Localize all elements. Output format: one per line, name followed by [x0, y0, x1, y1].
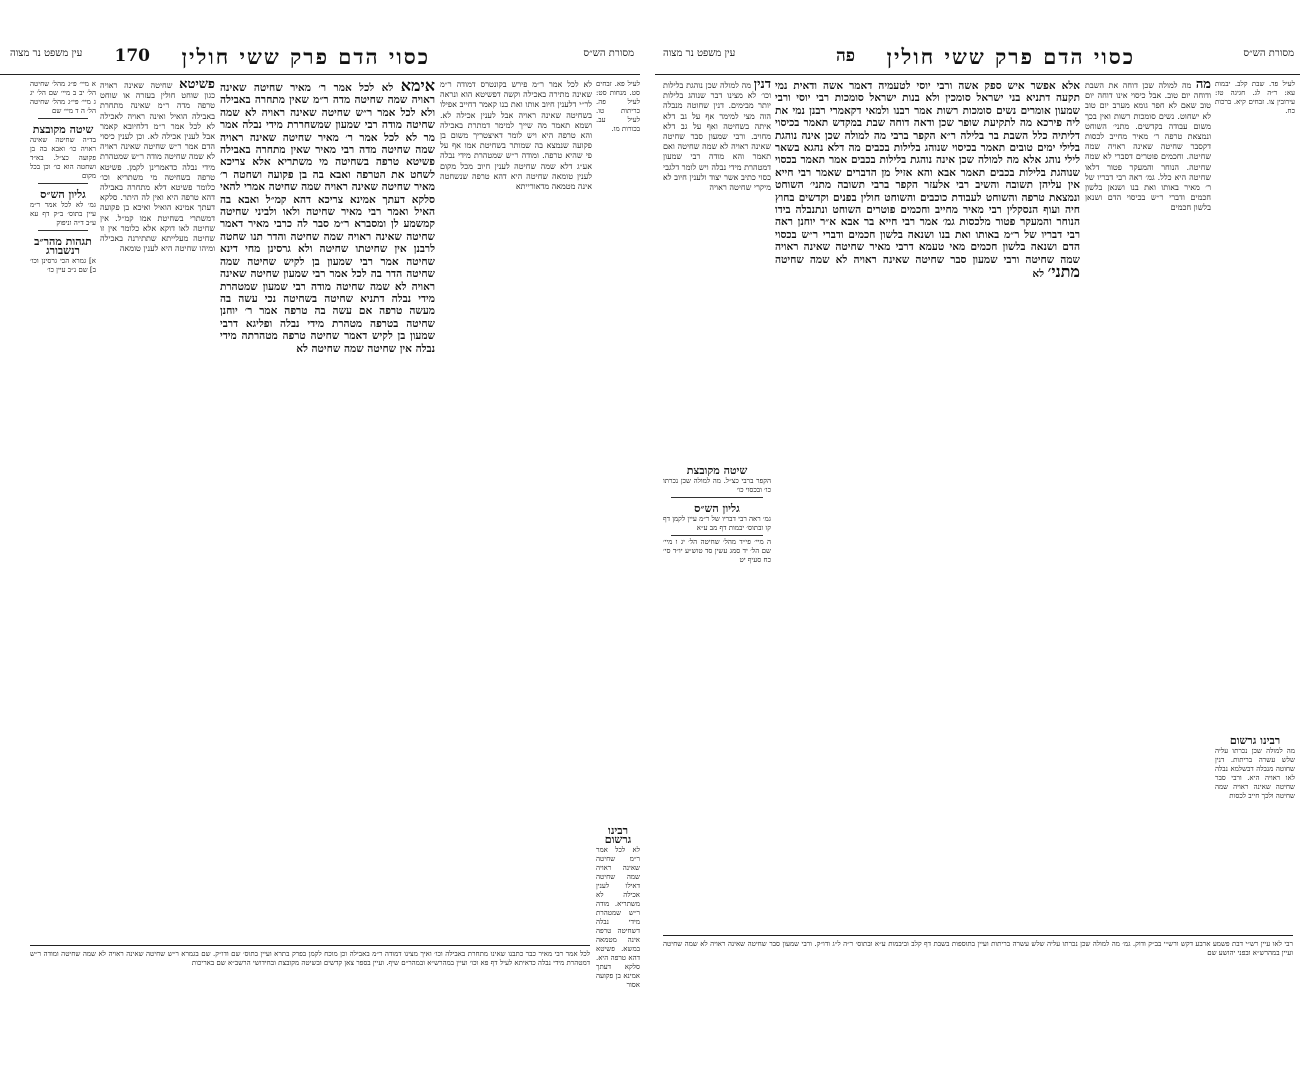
- left-divider: [38, 118, 88, 119]
- right-footnote: [663, 940, 1293, 1040]
- left-divider-3: [38, 230, 88, 231]
- right-gemara-end: לא: [1032, 268, 1044, 281]
- right-page-header: [655, 40, 1300, 74]
- right-rashi-column: [1085, 80, 1211, 760]
- right-rabbenu-gershom-title: רבינו גרשום: [1229, 734, 1281, 747]
- right-folio-number: פה: [835, 46, 855, 66]
- left-hagahot-text: א] גמרא הכי גרסינן וכו׳ ב] שם נ״ב עיין כו׳: [30, 257, 96, 274]
- left-side-notes: [30, 80, 96, 1000]
- right-gemara-column: [775, 80, 1080, 860]
- left-footnote: [30, 950, 590, 1046]
- right-divider-2: [671, 535, 763, 536]
- left-rabbenu-gershom-title: רבינו גרשום: [604, 824, 632, 846]
- left-rashi-text: שחיטה שאינה ראויה כגון שוחט חולין בעזרה או שוחט טרפה מדה ר״מ שאינה מתחרת באבילה הואיל ואינה ראויה לאכילה לא לכל אמר ר״מ דלחיובא קאמר אבל לענין אכילה לא. וכן לענין כיסוי הדם אמר ר״ש שחיטה שאינה ראויה לא שמה שחיטה מודה ר״ש שמטהרת מידי נבלה כדאמרינן לקמן. פשיטא טרפה בשחיטה מי משתריא וכו׳ כלומר פשיטא דלא מתחרה באבילה דהא טרפה היא ואין לה היתר. סלקא דעתך אמינא הואיל ואיכא בן פקועה דמשתרי בשחיטת אמו קמ״ל. אין שחיטה לאו דוקא אלא כלומר אין זו שחיטה מעלייתא שתתירנה באכילה ומיהו שחיטה היא לענין טומאה: [100, 81, 215, 254]
- left-rabbenu-gershom-box: [596, 820, 640, 1040]
- right-footnote-rule: [663, 935, 1293, 936]
- right-rabbenu-gershom-box: [1215, 730, 1295, 960]
- right-margin-references-text: לעיל פד. שבת קלב. יבמות עא: ר״ה לג. חגיגה טז: עירובין צו. זבחים קיא. ברכות כח.: [1215, 80, 1295, 115]
- left-gilyon-title: גליון הש״ס: [40, 188, 86, 201]
- right-margin-references: [1215, 80, 1295, 720]
- left-opening-word-ima: אימא: [400, 80, 435, 95]
- left-folio-number: 170: [114, 46, 150, 66]
- right-opening-word-ma: מה: [1195, 80, 1211, 92]
- right-footnote-text: רבי לאו עיין רש״י דבת פשמע ארבע דקש ורש״י בב״ק ודוק. גמ׳ מה למולה שכן נכרתו עליה שלש עשרה בריתות ועיין בתוספות בשבת דף קלב וביבמות ע״א ובתוס׳ ר״ה ל״ג ודו״ק. ורבי שמעון סבר שחיטה שאינה ראויה לא שמה שחיטה ועיין במהרש״א ובפני יהושע שם: [663, 940, 1293, 957]
- left-header-rule: [0, 74, 640, 75]
- left-footnote-rule: [30, 945, 590, 946]
- right-opening-word-matni: מתני׳: [1047, 262, 1080, 282]
- left-opening-word-peshita: פשיטא: [179, 80, 215, 92]
- left-gemara-column: [220, 80, 435, 940]
- right-opening-word-dinan: דנין: [753, 80, 771, 92]
- left-ein-mishpat-text: א מיי׳ פ״ג מהל׳ שחיטה הל׳ יב ב מיי׳ שם הל׳ יג ג מיי׳ פי״ג מהל׳ שחיטה הל׳ ה ד מיי׳ שם: [30, 80, 96, 115]
- left-gemara-text: לא לכל אמר ר׳ מאיר שחיטה שאינה ראויה שמה שחיטה מדה ר״מ שאין מתחרה באבילה ולא לכל אמר ר״ש שחיטה שאינה ראויה לא שמה שחיטה מודה רבי שמעון שמשחררת מידי נבלה אמר מר לא לכל אמר ר׳ מאיר שחיטה שאינה ראויה שמה שחיטה מדה רבי מאיר שאין מתחרה באבילה פשיטא טרפה בשחיטה מי משתריא אלא צריכא לשחט את הטרפה ואבא בה בן פקועה ושחטה ר׳ מאיר שחיטה שאינה ראויה שמה שחיטה אמרי להאי סלקא דעתך אמינא צריכא דהא קמ״ל ואבא בה האיל ואמר רבי מאיר שחיטה ולאו ולביני שחיטה קמשמע לן ומסברא ר״מ סבר לה כרבי מאיר דאמר שחיטה שאינה ראויה שמה שחיטה והדר תנו שחטה לרבנן אין שחיטתו שחיטה ולא גרסינן מחי דינא שחיטה אמר רבי שמעון בן לקיש שחיטה שמה שחיטה הדר בה לכל אמר רבי שמעון שחיטה שאינה ראויה לא שמה שחיטה מודה רבי שמעון שמטהרת מידי נבלה דתניא שחיטה בשחיטה נכי עשה בה מעשה טרפה אם עשה בה טרפה אמר ר׳ יוחנן שחיטה בטרפה מטהרת מידי נבלה ופליגא דרבי שמעון בן לקיש דאמר שחיטה טרפה מטהרתה מידי נבלה אין שחיטה שמה שחיטה: [220, 82, 435, 355]
- left-hagahot-title: תגהות מהר״ב רנשבורג: [34, 235, 92, 257]
- right-shita-title: שיטה מקובצת: [686, 464, 748, 477]
- left-tosafot-column: [440, 80, 592, 840]
- left-talmud-page: [0, 40, 640, 1050]
- left-ein-mishpat-label: עין משפט נר מצוה: [10, 48, 83, 59]
- right-gilyon-text: גמ׳ ראה רבי דבריו של ר״מ עיין לקמן דף קו ובתוס׳ יבמות דף מב ע״א: [663, 515, 771, 532]
- right-divider: [671, 497, 763, 498]
- left-running-title: כסוי הדם פרק ששי חולין: [181, 44, 430, 69]
- page-gutter: [640, 0, 655, 1090]
- left-tosafot-text: לא לכל אמר ר״מ פירש בקונטרס דמודה ר״מ שאינה מתירה באכילה וקשה דפשיטא הוא ונראה לר״י דלענין חיוב אותו ואת בנו קאמר דחייב אפילו בשחיטה שאינה ראויה אבל לענין אכילה לא. ושמא תאמר מה שייך למימר דמתרת באכילה והא טרפה היא ויש לומר דאיצטריך משום בן פקועה שנמצא בה שמותר בשחיטת אמו אף על פי שהיא טרפה. ומודה ר״ש שמטהרת מידי נבלה אע״ג דלא שמה שחיטה לענין חיוב מכל מקום לענין טומאה שחיטה היא דהא טרפה שנשחטה אינה מטמאה מדאורייתא: [440, 80, 592, 192]
- right-tosafot-text: מה למולה שכן נוהגת בלילות וכו׳ לא מצינו דבר שנוהג בלילות יותר מבימים. דנין שחוטה מנבלה הוה מצי למימר אף על גב דלא איתה בשחיטה ואף על גב דלא מחויב. ורבי שמעון סבר שחיטה שאינה ראויה לא שמה שחיטה ואם תאמר והא מודה רבי שמעון דמטהרת מידי נבלה ויש לומר דלגבי כסוי כתיב אשר יצוד ולענין חיוב לא מיקרי שחיטה ראויה: [663, 81, 771, 193]
- right-shita-text: הקפר ברבי כצ״ל. מה למולה שכן נכרתו כו׳ ובכסוי כו׳: [663, 477, 771, 494]
- right-rabbenu-gershom-text: מה למולה שכן נכרתו עליה שלש עשרה בריתות. דנין שחוטה מנבלה דבשלמא נבלה לאו ראויה היא. ורבי סבר שחיטה שאינה ראויה שמה שחיטה ולכך חייב לכסות: [1215, 747, 1295, 800]
- left-margin-references: [596, 80, 640, 840]
- right-talmud-page: [655, 40, 1300, 1050]
- right-ein-mishpat-text: ה מיי׳ פי״ד מהל׳ שחיטה הל׳ יג ו מיי׳ שם הל׳ יד סמג עשין סד טוש״ע יו״ד סי׳ כח סעיף יט: [663, 538, 771, 564]
- left-gemara-end: לא: [296, 342, 308, 355]
- left-rashi-column: [100, 80, 215, 980]
- left-footnote-text: לכל אמר רבי מאיר כבר כתבנו שאינו מתחרת באבילה וכו׳ ואיך מצינו דמודה ר״מ באבילה וכן מוכח לקמן בפרק בתרא ועיין בתוס׳ שם ודו״ק. שם בגמרא ר״ש שחיטה שאינה ראויה לא שמה שחיטה ומודה ר״ש דמטהרת מידי נבלה כדאיתא לעיל דף פא וכו׳ ועיין במהרש״א ובמהר״ם שיף. ועיין בספר צאן קדשים ובשיטה מקובצת ובחידושי הרשב״א שם באריכות: [30, 950, 590, 967]
- right-running-title: כסוי הדם פרק ששי חולין: [886, 44, 1135, 69]
- left-margin-references-text: לעיל פא. זבחים סט. מנחות סט: לעיל פה. כריתות טו. לעיל עב. בכורות מו.: [596, 80, 640, 133]
- left-masoret-hashas-label: מסורת הש״ס: [583, 48, 634, 59]
- right-ein-mishpat-label: עין משפט נר מצוה: [663, 48, 736, 59]
- left-rabbenu-gershom-text: לא לכל אמר ר״מ שחיטה שאינה ראויה שמה שחיטה דאילו לענין אכילה לא משתריא. מודה ר״ש שמטהרת מידי נבלה דשחיטה טרפה אינה מטמאה במשא. פשיטא דהא טרפה היא. סלקא דעתך אמינא בן פקועה אסור: [596, 846, 640, 989]
- right-rashi-text: מה למולה שכן דוחה את השבת ודוחה יום טוב. אבל כיסוי אינו דוחה יום טוב שאם לא חפר גומא מערב יום טוב לא ישחוט. נשים סומכות רשות ואין בכך משום עבודה בקדשים. מתני׳ השוחט ונמצאת טרפה ר׳ מאיר מחייב לכסות דקסבר שחיטה שאינה ראויה שמה שחיטה. וחכמים פוטרים דסברי לא שמה שחיטה. הנוחר והמעקר פטור דלאו שחיטה היא כלל. גמ׳ ראה רבי דבריו של ר׳ מאיר באותו ואת בנו ושנאן בלשון חכמים ודברי ר״ש בכיסוי הדם ושנאן בלשון חכמים: [1085, 81, 1211, 213]
- right-side-notes: [663, 460, 771, 760]
- right-masoret-hashas-label: מסורת הש״ס: [1243, 48, 1294, 59]
- right-header-rule: [655, 74, 1300, 75]
- left-shita-text: בד״ה שחיטה שאינה ראויה כו׳ ואבא בה בן פקועה כצ״ל. בא״ד ושחטה הוא כו׳ וכן בכל מקום: [30, 136, 96, 180]
- left-shita-title: שיטה מקובצת: [32, 123, 94, 136]
- left-divider-2: [38, 183, 88, 184]
- left-gilyon-text: גמ׳ לא לכל אמר ר״מ עיין בתוס׳ ב״ק דף עא ע״ב ד״ה וניפוק: [30, 201, 96, 227]
- right-gemara-text: אלא אפשר איש ספק אשה ורבי יוסי לטעמיה דאמר אשה ודאית נמי תקעה דתניא בני ישראל סומכין ולא בנות ישראל סומכות רבי יוסי ורבי שמעון אומרים נשים סומכות רשות אמר רבנו ולמאי דקאמרי רבנן נמי את ליה פירכא מה לתקיעת שופר שכן ודאה דוחה שבת במקדש תאמר בכיסוי דליתיה כלל השבת בר בלילה ר״א הקפר ברבי מה למולה שכן אינה נוהגת בלילי ימים טובים תאמר בכיסוי שנוהג בלילות בכבים מה דלא נהגא בשאר לילי נוהג אלא מה למולה שכן אינה נוהגת בלילות בכבים אמר תאמר בכסוי שנוהגת בלילות בכבים תאמר אבא והא אזיל מן הדברים שאמר רבי חייא אין עליהן תשובה והשיב רבי אלעזר הקפר ברבי תשובה מתני׳ השוחט ונמצאת טרפה והשוחט לעבודת כוכבים והשוחט חולין בפנים וקדשים בחוץ חיה ועוף הנסקלין רבי מאיר מחייב וחכמים פוטרים השוחט ונתנבלה בידו הנוחר והמעקר פטור מלכסות גמ׳ אמר רבי חייא בר אבא א״ר יוחנן ראה רבי דבריו של ר״מ באותו ואת בנו ושנאה בלשון חכמים ודברי ר״ש בכסוי הדם ושנאה בלשון חכמים מאי טעמא דרבי מאיר שחיטה שאינה ראויה שמה שחיטה ורבי שמעון סבר שחיטה שאינה ראויה לא שמה שחיטה: [775, 80, 1080, 266]
- left-page-header: [0, 40, 640, 74]
- right-gilyon-title: גליון הש״ס: [694, 502, 740, 515]
